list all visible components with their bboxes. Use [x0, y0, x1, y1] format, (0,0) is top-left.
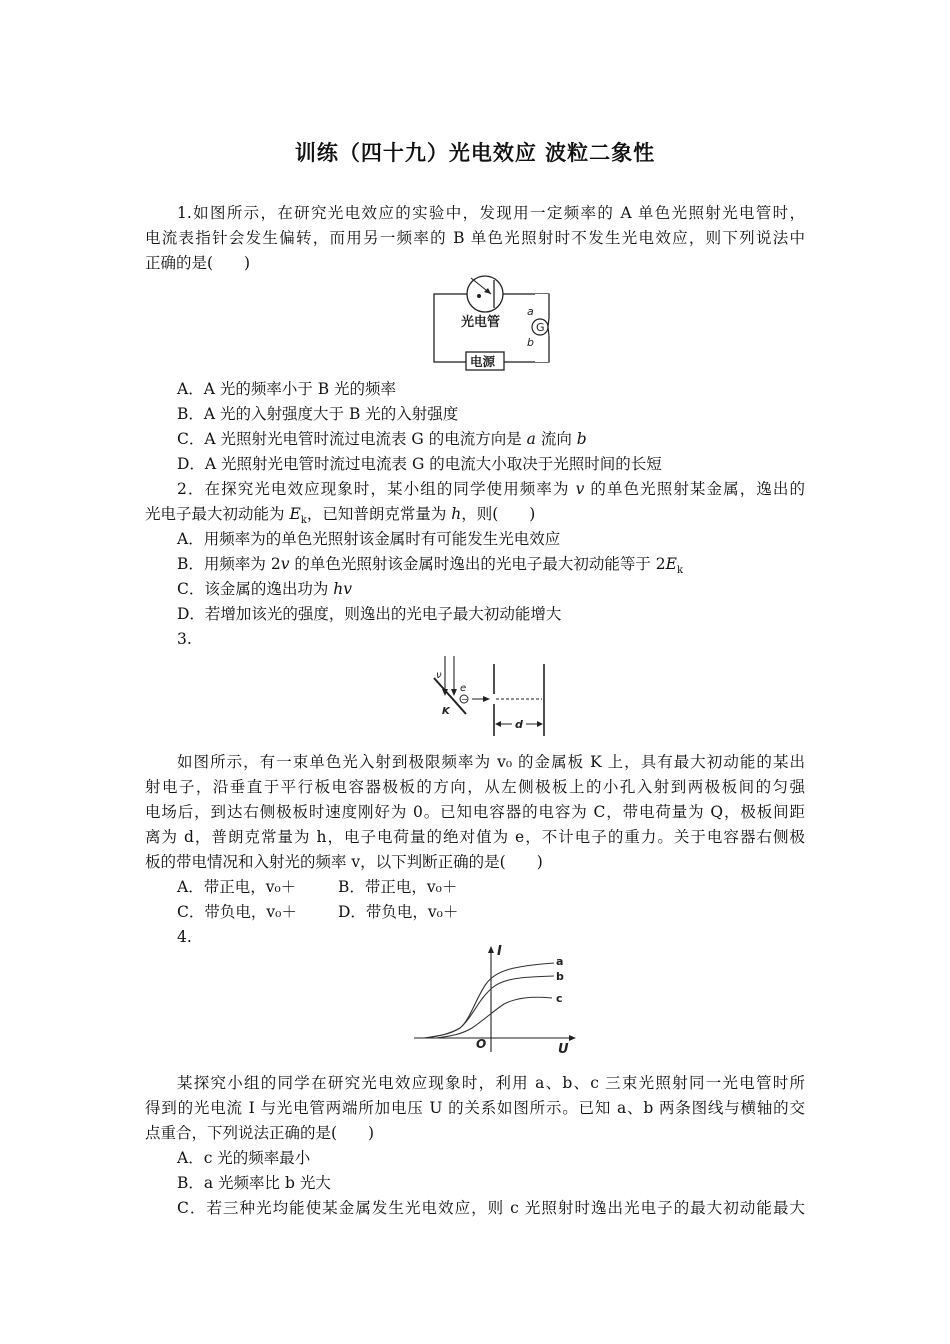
curve-b-label: b [556, 970, 564, 983]
q3-option-a: A．带正电，v₀＋ [177, 878, 297, 896]
light-frequency-label: ν [436, 670, 442, 681]
curve-a [424, 963, 554, 1038]
q3-capacitor-figure [428, 654, 558, 738]
power-source-label: 电源 [470, 354, 496, 369]
origin-label: O [476, 1037, 487, 1051]
q3-stem-line-5: 板的带电情况和入射光的频率 v，以下判断正确的是( ) [145, 853, 543, 871]
q4-option-c: C．若三种光均能使某金属发生光电效应，则 c 光照射时逸出光电子的最大初动能最大 [177, 1199, 805, 1217]
galvanometer-label: G [536, 321, 545, 334]
electron-label: e [460, 683, 467, 694]
q2-stem-line-1: 2．在探究光电效应现象时，某小组的同学使用频率为 v 的单色光照射某金属，逸出的 [177, 480, 805, 498]
curve-b [424, 976, 554, 1038]
q3-option-d: D．带负电，v₀＋ [338, 903, 459, 921]
phototube-label: 光电管 [461, 315, 501, 330]
q4-stem-line-1: 某探究小组的同学在研究光电效应现象时，利用 a、b、c 三束光照射同一光电管时所 [177, 1074, 805, 1092]
q3-option-b: B．带正电，v₀＋ [338, 878, 458, 896]
q4-option-b: B．a 光频率比 b 光大 [177, 1174, 331, 1192]
q2-option-d: D．若增加该光的强度，则逸出的光电子最大初动能增大 [177, 605, 562, 623]
plate-k-label: K [442, 706, 450, 717]
q1-stem-line-3: 正确的是( ) [145, 254, 251, 272]
q1-stem-line-1: 1.如图所示，在研究光电效应的实验中，发现用一定频率的 A 单色光照射光电管时， [177, 204, 805, 222]
u-axis-label: U [558, 1042, 569, 1057]
q4-stem-line-2: 得到的光电流 I 与光电管两端所加电压 U 的关系如图所示。已知 a、b 两条图线与横轴的交 [145, 1099, 805, 1117]
curve-a-label: a [556, 955, 564, 968]
q2-option-a: A．用频率为的单色光照射该金属时有可能发生光电效应 [177, 530, 561, 548]
q2-stem-line-2: 光电子最大初动能为 $E_k$，已知普朗克常量为 h，则( ) [145, 505, 536, 527]
q4-option-a: A．c 光的频率最小 [177, 1149, 311, 1167]
plate-distance-label: d [515, 718, 523, 731]
terminal-a-label: a [527, 305, 534, 318]
q3-number: 3. [177, 630, 192, 648]
q2-option-c: C．该金属的逸出功为 hv [177, 580, 353, 598]
curve-c-label: c [556, 992, 563, 1005]
q1-circuit-figure [428, 270, 558, 374]
q3-stem-line-3: 电场后，到达右侧极板时速度刚好为 0。已知电容器的电容为 C，带电荷量为 Q，极板间距 [145, 803, 805, 821]
q2-option-b: B．用频率为 2v 的单色光照射该金属时逸出的光电子最大初动能等于 $2E_k$ [177, 555, 684, 577]
q1-option-a: A．A 光的频率小于 B 光的频率 [177, 380, 397, 398]
q3-option-c: C．带负电，v₀＋ [177, 903, 297, 921]
terminal-b-label: b [527, 336, 534, 349]
page-title: 训练（四十九）光电效应 波粒二象性 [294, 141, 656, 165]
q3-stem-line-2: 射电子，沿垂直于平行板电容器极板的方向，从左侧极板上的小孔入射到两极板间的匀强 [145, 778, 805, 796]
q4-stem-line-3: 点重合，下列说法正确的是( ) [145, 1124, 375, 1142]
q4-number: 4. [177, 928, 192, 946]
q4-iv-graph [410, 940, 582, 1058]
q1-option-d: D．A 光照射光电管时流过电流表 G 的电流大小取决于光照时间的长短 [177, 455, 662, 473]
q3-stem-line-1: 如图所示，有一束单色光入射到极限频率为 v₀ 的金属板 K 上，具有最大初动能的某出 [177, 753, 805, 771]
q1-option-c: C．A 光照射光电管时流过电流表 G 的电流方向是 a 流向 b [177, 430, 587, 448]
i-axis-label: I [497, 944, 502, 959]
q1-stem-line-2: 电流表指针会发生偏转，而用另一频率的 B 单色光照射时不发生光电效应，则下列说法中 [145, 229, 805, 247]
phototube-icon [467, 276, 503, 312]
q3-stem-line-4: 离为 d，普朗克常量为 h，电子电荷量的绝对值为 e，不计电子的重力。关于电容器右侧极 [145, 828, 805, 846]
svg-text:−: − [461, 695, 468, 704]
q1-option-b: B．A 光的入射强度大于 B 光的入射强度 [177, 405, 459, 423]
